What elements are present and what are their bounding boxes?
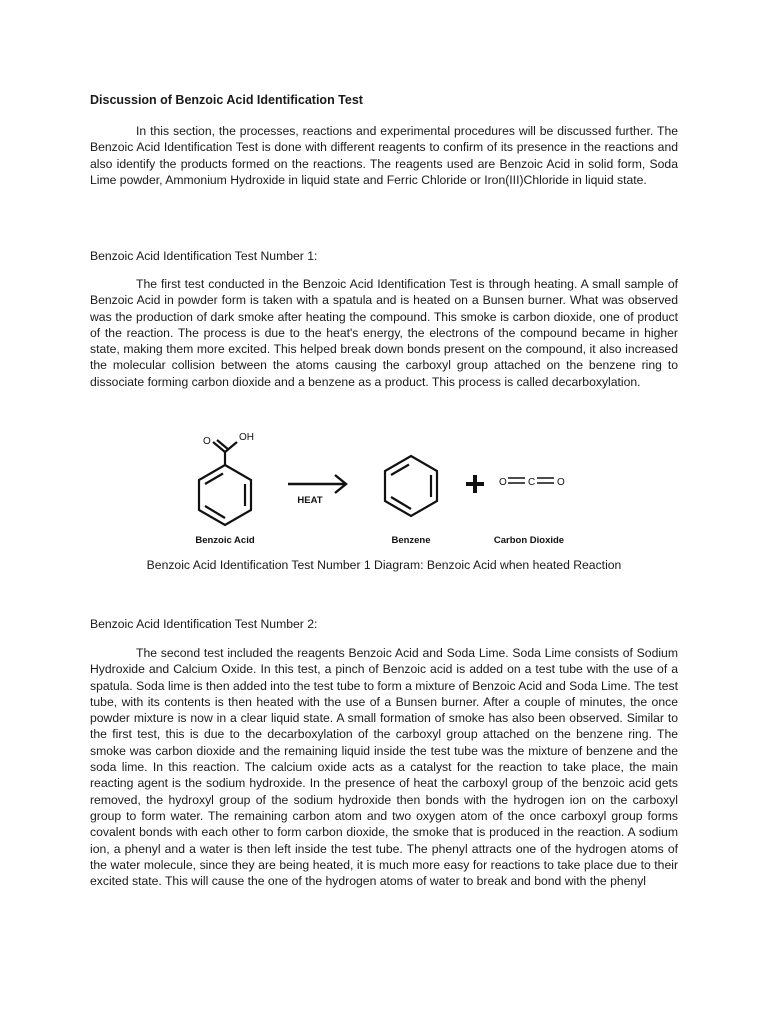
atom-o-label: O xyxy=(203,436,211,447)
reaction-arrow-icon xyxy=(288,475,346,493)
plus-icon xyxy=(466,475,484,493)
benzoic-acid-structure xyxy=(199,440,251,525)
co2-o-left: O xyxy=(499,477,507,488)
test1-paragraph: The first test conducted in the Benzoic Acid Identification Test is through heating. A small sample of Benzoic Acid in powder form is taken with a spatula and is heated on a Bunsen burner. What was observed was the production of dark smoke after heating the compound. This smoke is carbon dioxide, one of product of the reaction. The process is due to the heat's energy, the electrons of the compound became in higher state, making them more excited. This helped break down bonds present on the compound, it also increased the molecular collision between the atoms causing the carboxyl group attached on the benzene ring to dissociate forming carbon dioxide and a benzene as a product. This process is called decarboxylation. xyxy=(90,277,678,389)
reaction-diagram xyxy=(185,422,585,552)
benzene-label: Benzene xyxy=(391,535,431,546)
test2-heading: Benzoic Acid Identification Test Number 2: xyxy=(90,617,318,631)
co2-double-bond-left xyxy=(508,478,525,483)
test2-paragraph: The second test included the reagents Benzoic Acid and Soda Lime. Soda Lime consists of Sodium Hydroxide and Calcium Oxide. In this test, a pinch of Benzoic acid is added on a test tube with the use of a spatula. Soda lime is then added into the test tube to form a mixture of Benzoic Acid and Soda Lime. The test tube, with its contents is then heated with the use of a Bunsen burner. After a couple of minutes, the once powder mixture is now in a clear liquid state. A small formation of smoke has also been observed. Similar to the first test, this is due to the decarboxylation of the carboxyl group attached on the benzene ring. The smoke was carbon dioxide and the remaining liquid inside the test tube was the mixture of benzene and the soda lime. In this reaction. The calcium oxide acts as a catalyst for the reaction to take place, the main reacting agent is the sodium hydroxide. In the presence of heat the carboxyl group of the benzoic acid gets removed, the hydroxyl group of the sodium hydroxide then bonds with the hydrogen ion on the carboxyl group to form water. The remaining carbon atom and two oxygen atom of the once carboxyl group forms covalent bonds with each other to form carbon dioxide, the smoke that is produced in the reaction. A sodium ion, a phenyl and a water is then left inside the test tube. The phenyl attracts one of the hydrogen atoms of the water molecule, since they are being heated, it is much more easy for reactions to take place due to their excited state. This will cause the one of the hydrogen atoms of water to break and bond with the phenyl xyxy=(90,646,678,889)
intro-paragraph: In this section, the processes, reactions and experimental procedures will be discussed further. The Benzoic Acid Identification Test is done with different reagents to confirm of its presence in the reactions and also identify the products formed on the reactions. The reagents used are Benzoic Acid in solid form, Soda Lime powder, Ammonium Hydroxide in liquid state and Ferric Chloride or Iron(III)Chloride in liquid state. xyxy=(90,124,678,187)
co2-label: Carbon Dioxide xyxy=(493,535,565,546)
co2-c: C xyxy=(528,477,536,488)
atom-oh-label: OH xyxy=(239,432,254,443)
co2-o-right: O xyxy=(557,477,565,488)
heat-label: HEAT xyxy=(297,495,323,506)
co2-double-bond-right xyxy=(537,478,554,483)
test1-heading: Benzoic Acid Identification Test Number 1: xyxy=(90,249,318,263)
diagram-caption: Benzoic Acid Identification Test Number 1 Diagram: Benzoic Acid when heated Reaction xyxy=(146,558,622,572)
reactant-label: Benzoic Acid xyxy=(195,535,255,546)
document-title: Discussion of Benzoic Acid Identification Test xyxy=(90,93,363,107)
benzene-structure xyxy=(385,456,437,516)
